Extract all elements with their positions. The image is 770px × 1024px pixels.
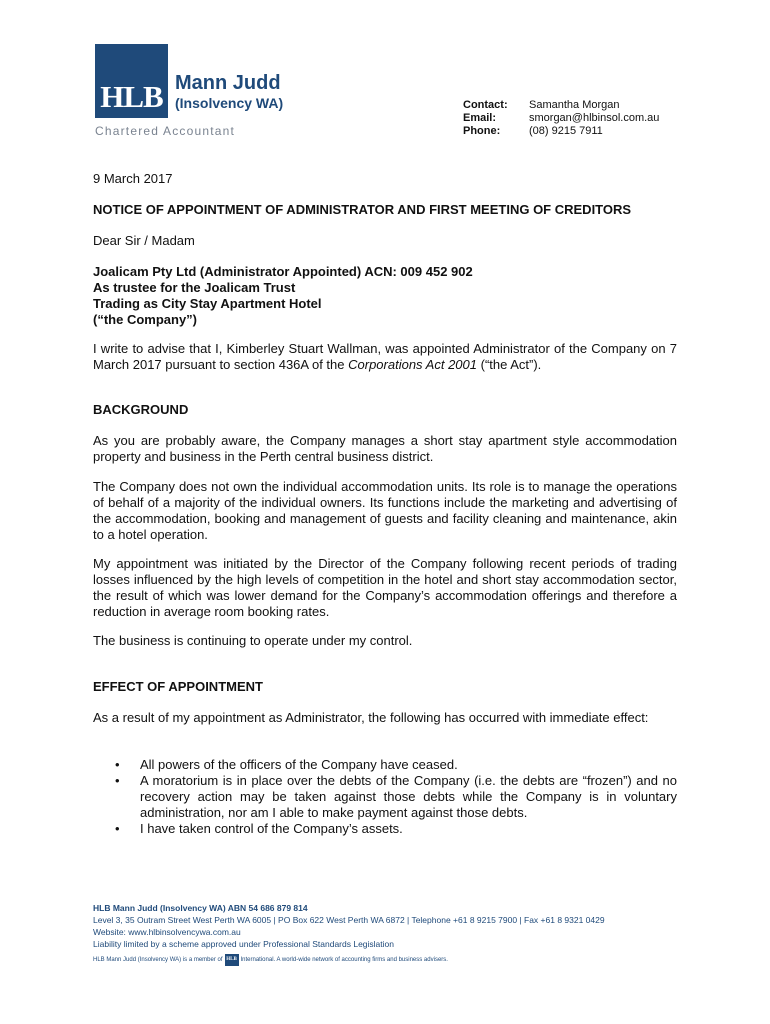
phone-label: Phone: bbox=[463, 125, 501, 137]
re-line: (“the Company”) bbox=[93, 312, 197, 327]
list-item: • All powers of the officers of the Company have ceased. bbox=[115, 757, 458, 772]
background-paragraph-3: My appointment was initiated by the Director of the Company following recent periods of trading losses influenced by the high levels of competition in the hotel and short stay accommodation sector, the result of which was lower demand for the Company’s accommodation offerings and therefore a reduction in average room booking rates. bbox=[93, 556, 677, 619]
logo-subtitle: (Insolvency WA) bbox=[175, 95, 284, 111]
list-item: • A moratorium is in place over the debts of the Company (i.e. the debts are “frozen”) and no recovery action may be taken against those debts while the Company is in voluntary administration, nor am I able to make payment against those debts. bbox=[115, 773, 677, 820]
background-paragraph-1: As you are probably aware, the Company manages a short stay apartment style accommodation property and business in the Perth central business district. bbox=[93, 433, 677, 464]
effect-list bbox=[93, 757, 677, 837]
background-paragraph-4: The business is continuing to operate under my control. bbox=[93, 633, 413, 648]
effect-intro: As a result of my appointment as Administrator, the following has occurred with immediate effect: bbox=[93, 710, 649, 725]
email-label: Email: bbox=[463, 112, 497, 124]
background-heading: BACKGROUND bbox=[93, 402, 189, 417]
re-line: Joalicam Pty Ltd (Administrator Appointed) ACN: 009 452 902 bbox=[93, 264, 473, 279]
phone-value: (08) 9215 7911 bbox=[529, 125, 603, 137]
contact-label: Contact: bbox=[463, 99, 508, 111]
bullet-icon: • bbox=[115, 757, 120, 772]
salutation: Dear Sir / Madam bbox=[93, 233, 195, 248]
intro-paragraph: I write to advise that I, Kimberley Stuart Wallman, was appointed Administrator of the Company on 7 March 2017 pursuant to section 436A of the Corporations Act 2001 (“the Act”). bbox=[93, 341, 677, 372]
re-line: Trading as City Stay Apartment Hotel bbox=[93, 296, 322, 311]
footer bbox=[93, 902, 693, 966]
bullet-icon: • bbox=[115, 821, 120, 836]
re-line: As trustee for the Joalicam Trust bbox=[93, 280, 296, 295]
footer-address: Level 3, 35 Outram Street West Perth WA 6005 | PO Box 622 West Perth WA 6872 | Telephone +61 8 9215 7900 | Fax +61 8 9321 0429 bbox=[93, 915, 605, 925]
letter-date: 9 March 2017 bbox=[93, 171, 173, 186]
bullet-icon: • bbox=[115, 773, 120, 788]
contact-block bbox=[463, 99, 659, 138]
hlb-logo-mark: HLB bbox=[95, 44, 168, 118]
letter-title: NOTICE OF APPOINTMENT OF ADMINISTRATOR AND FIRST MEETING OF CREDITORS bbox=[93, 202, 632, 217]
footer-membership: HLB Mann Judd (Insolvency WA) is a member of HLB International. A world-wide network of accounting firms and business advisers. bbox=[93, 954, 693, 966]
footer-liability: Liability limited by a scheme approved under Professional Standards Legislation bbox=[93, 939, 394, 949]
re-block bbox=[93, 264, 677, 328]
logo-tagline: Chartered Accountant bbox=[95, 124, 236, 138]
logo-name: Mann Judd bbox=[175, 72, 281, 94]
email-value[interactable]: smorgan@hlbinsol.com.au bbox=[529, 112, 660, 124]
footer-company: HLB Mann Judd (Insolvency WA) ABN 54 686 879 814 bbox=[93, 903, 308, 913]
contact-name: Samantha Morgan bbox=[529, 99, 620, 111]
list-item: • I have taken control of the Company’s assets. bbox=[115, 821, 403, 836]
effect-heading: EFFECT OF APPOINTMENT bbox=[93, 679, 263, 694]
hlb-international-logo: HLB bbox=[225, 954, 239, 966]
company-logo bbox=[95, 44, 325, 144]
footer-website[interactable]: Website: www.hlbinsolvencywa.com.au bbox=[93, 927, 241, 937]
background-paragraph-2: The Company does not own the individual accommodation units. Its role is to manage the operations of behalf of a majority of the individual owners. Its functions include the marketing and advertising of the accommodation, booking and management of guests and facility cleaning and maintenance, akin to a hotel operation. bbox=[93, 479, 677, 542]
act-name: Corporations Act 2001 bbox=[348, 357, 477, 372]
